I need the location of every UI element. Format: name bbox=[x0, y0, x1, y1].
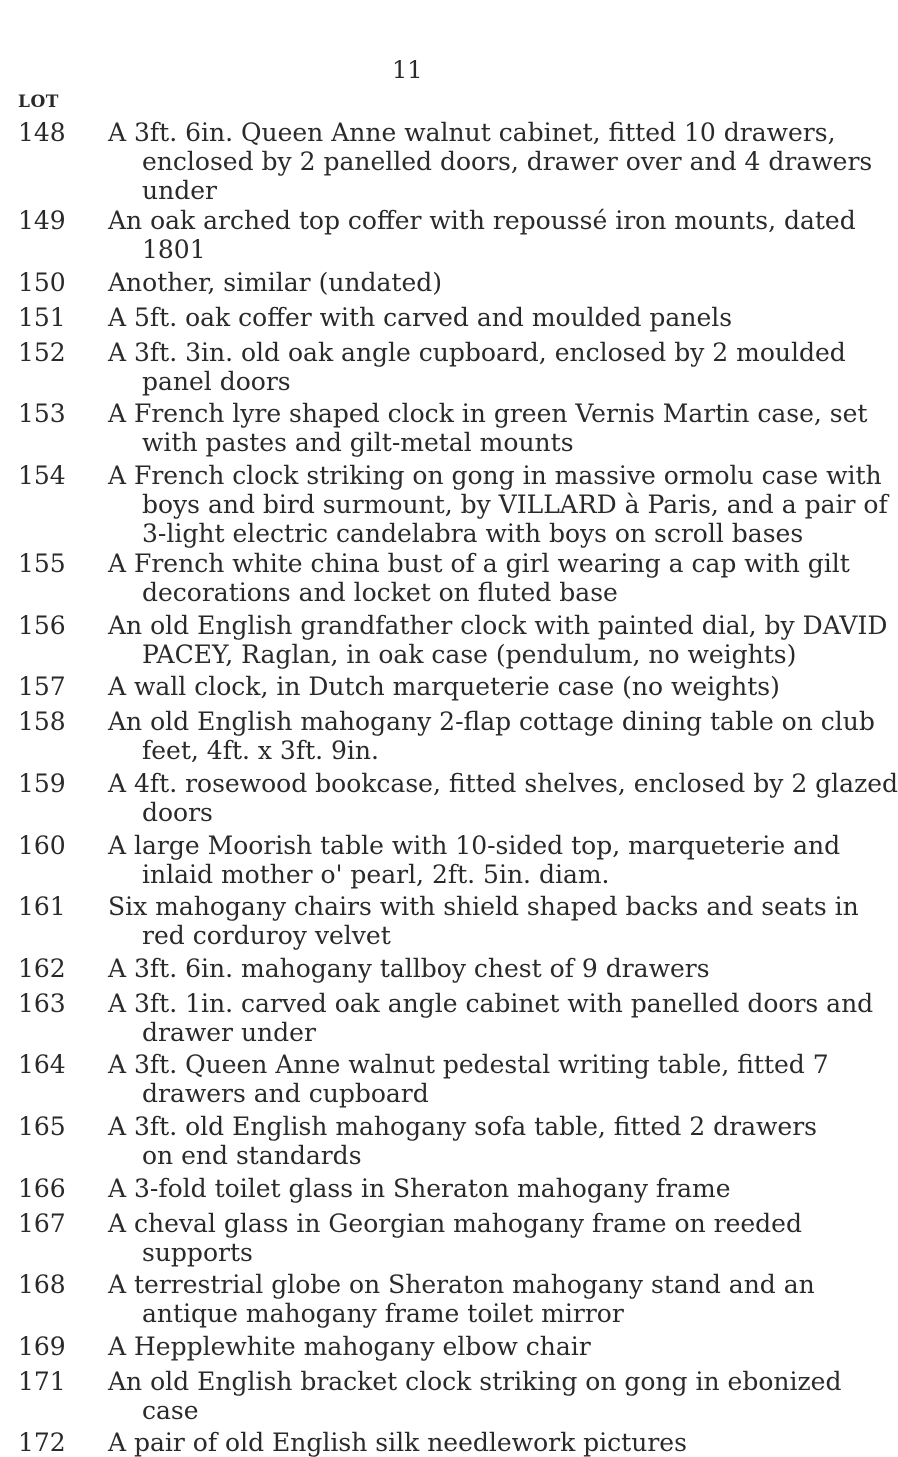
page-number: 11 bbox=[392, 56, 423, 84]
lot-description-line: on end standards bbox=[142, 1141, 362, 1170]
lot-description-line: A terrestrial globe on Sheraton mahogany stand and an bbox=[108, 1270, 815, 1300]
lot-description bbox=[108, 610, 888, 669]
lot-number: 163 bbox=[18, 988, 66, 1018]
lot-description-line: with pastes and gilt-metal mounts bbox=[142, 428, 574, 458]
lot-description-line: A 3ft. 6in. mahogany tallboy chest of 9 drawers bbox=[108, 953, 710, 983]
lot-description bbox=[108, 1270, 815, 1329]
lot-description bbox=[108, 206, 856, 265]
lot-number: 157 bbox=[18, 672, 66, 702]
lot-description-line: A 3ft. Queen Anne walnut pedestal writing table, fitted 7 bbox=[108, 1050, 829, 1080]
lot-number: 153 bbox=[18, 399, 66, 429]
lot-number: 155 bbox=[18, 549, 66, 579]
lot-description-line: decorations and locket on fluted base bbox=[142, 578, 618, 608]
lot-number: 168 bbox=[18, 1270, 66, 1300]
lot-number: 172 bbox=[18, 1428, 66, 1457]
lot-description-line: drawer under bbox=[142, 1017, 316, 1047]
lot-number: 154 bbox=[18, 461, 66, 490]
lot-number: 150 bbox=[18, 267, 66, 297]
lot-description-line: A French white china bust of a girl wearing a cap with gilt bbox=[108, 549, 850, 579]
lot-number: 148 bbox=[18, 118, 66, 147]
lot-number: 152 bbox=[18, 337, 66, 367]
lot-number: 161 bbox=[18, 892, 66, 922]
lot-description-line: A French clock striking on gong in massive ormolu case with bbox=[108, 461, 882, 490]
lot-number: 149 bbox=[18, 206, 66, 236]
lot-description-line: red corduroy velvet bbox=[142, 921, 391, 951]
lot-number: 156 bbox=[18, 610, 66, 640]
lot-description bbox=[108, 892, 859, 951]
lot-description-line: supports bbox=[142, 1237, 253, 1267]
lot-description bbox=[108, 399, 868, 458]
lot-description-line: A Hepplewhite mahogany elbow chair bbox=[108, 1331, 591, 1361]
lot-number: 166 bbox=[18, 1173, 66, 1203]
lot-description-line: A 3ft. 1in. carved oak angle cabinet with panelled doors and bbox=[108, 988, 874, 1018]
lot-description bbox=[108, 118, 873, 205]
lot-description-line: A French lyre shaped clock in green Vernis Martin case, set bbox=[108, 399, 868, 429]
lot-description-line: An old English mahogany 2-flap cottage dining table on club bbox=[108, 707, 875, 737]
lot-description bbox=[108, 461, 888, 548]
lot-description-line: A 3-fold toilet glass in Sheraton mahogany frame bbox=[108, 1173, 731, 1203]
lot-description bbox=[108, 1050, 829, 1109]
lot-description bbox=[108, 549, 850, 608]
lot-description-line: An oak arched top coffer with repoussé iron mounts, dated bbox=[108, 206, 856, 236]
lot-description bbox=[108, 988, 874, 1047]
lot-description bbox=[108, 1208, 802, 1267]
lot-description-line: An old English grandfather clock with painted dial, by DAVID bbox=[108, 610, 888, 640]
lot-number: 165 bbox=[18, 1112, 66, 1141]
lot-description bbox=[108, 303, 780, 332]
lot-description bbox=[108, 707, 875, 766]
lot-description bbox=[108, 337, 846, 396]
lot-description-line: Six mahogany chairs with shield shaped backs and seats in bbox=[108, 892, 859, 922]
lot-description bbox=[108, 1366, 842, 1425]
lot-description bbox=[108, 1428, 780, 1457]
lot-description bbox=[108, 1174, 780, 1203]
lot-number: 162 bbox=[18, 953, 66, 983]
lot-column-header: LOT bbox=[18, 92, 59, 112]
lot-number: 160 bbox=[18, 830, 66, 860]
lot-description-line: A wall clock, in Dutch marqueterie case (no weights) bbox=[108, 672, 780, 702]
lot-description bbox=[108, 268, 780, 297]
lot-description-line: under bbox=[142, 176, 217, 205]
lot-description bbox=[108, 954, 780, 983]
lot-description-line: antique mahogany frame toilet mirror bbox=[142, 1299, 624, 1329]
lot-description-line: drawers and cupboard bbox=[142, 1079, 429, 1109]
lot-description-line: A pair of old English silk needlework pictures bbox=[108, 1428, 687, 1457]
lot-description bbox=[108, 1332, 780, 1361]
lot-description-line: feet, 4ft. x 3ft. 9in. bbox=[142, 736, 379, 766]
lot-description-line: boys and bird surmount, by VILLARD à Paris, and a pair of bbox=[142, 490, 888, 519]
lot-number: 164 bbox=[18, 1050, 66, 1080]
lot-number: 158 bbox=[18, 707, 66, 737]
lot-number: 167 bbox=[18, 1208, 66, 1238]
lot-description-line: A 3ft. 6in. Queen Anne walnut cabinet, fitted 10 drawers, bbox=[108, 118, 836, 147]
lot-description-line: Another, similar (undated) bbox=[108, 267, 443, 297]
lot-description-line: A 3ft. 3in. old oak angle cupboard, enclosed by 2 moulded bbox=[108, 337, 846, 367]
lot-description-line: A 5ft. oak coffer with carved and moulded panels bbox=[108, 302, 733, 332]
lot-description-line: 3-light electric candelabra with boys on scroll bases bbox=[142, 519, 804, 548]
lot-description-line: 1801 bbox=[142, 235, 206, 265]
lot-description bbox=[108, 830, 841, 889]
lot-description-line: PACEY, Raglan, in oak case (pendulum, no weights) bbox=[142, 639, 797, 669]
lot-description-line: case bbox=[142, 1395, 199, 1425]
lot-number: 171 bbox=[18, 1366, 66, 1396]
lot-description-line: An old English bracket clock striking on gong in ebonized bbox=[108, 1366, 842, 1396]
lot-description-line: A large Moorish table with 10-sided top, marqueterie and bbox=[108, 830, 841, 860]
lot-number: 169 bbox=[18, 1331, 66, 1361]
lot-number: 159 bbox=[18, 769, 66, 798]
lot-description bbox=[108, 769, 898, 827]
lot-number: 151 bbox=[18, 302, 66, 332]
lot-description-line: A 4ft. rosewood bookcase, fitted shelves, enclosed by 2 glazed bbox=[108, 769, 898, 798]
lot-description-line: doors bbox=[142, 798, 213, 827]
lot-description-line: A 3ft. old English mahogany sofa table, fitted 2 drawers bbox=[108, 1112, 817, 1141]
lot-description-line: A cheval glass in Georgian mahogany frame on reeded bbox=[108, 1208, 802, 1238]
lot-description bbox=[108, 1112, 817, 1170]
lot-description-line: inlaid mother o' pearl, 2ft. 5in. diam. bbox=[142, 859, 610, 889]
lot-description-line: panel doors bbox=[142, 366, 291, 396]
lot-description bbox=[108, 672, 780, 701]
lot-description-line: enclosed by 2 panelled doors, drawer over and 4 drawers bbox=[142, 147, 873, 176]
